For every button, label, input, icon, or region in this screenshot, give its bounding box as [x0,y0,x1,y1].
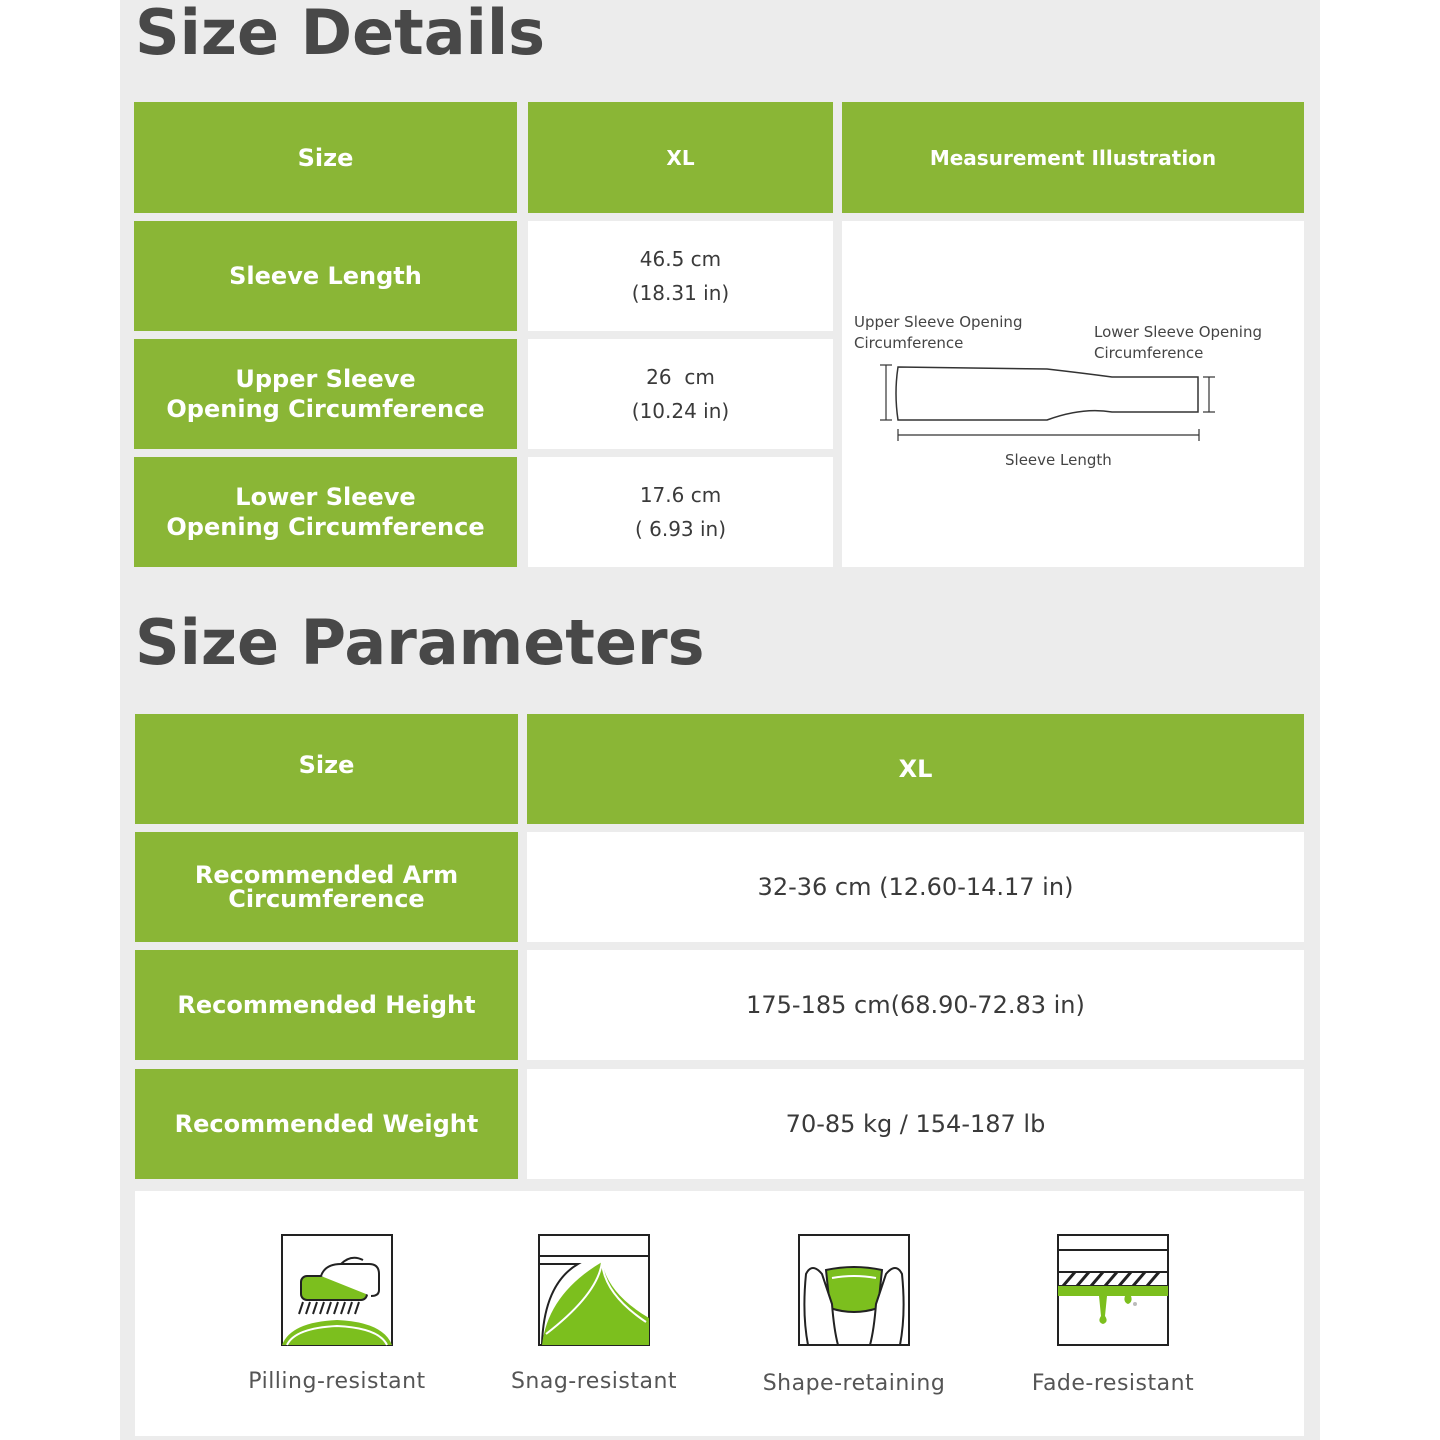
lower-caption-line1: Lower Sleeve Opening [1094,323,1262,341]
details-header-illustration-label: Measurement Illustration [929,145,1217,170]
shape-retaining-icon [798,1234,908,1344]
value-cm: 26 cm [646,365,715,389]
feature-fade-resistant [1013,1191,1213,1436]
sleeve-length-caption: Sleeve Length [1005,451,1112,469]
row-label-line2: Circumference [228,885,425,913]
feature-snag-resistant [494,1191,694,1436]
params-header-size [135,714,518,824]
value-in: (18.31 in) [631,281,730,305]
params-header-xl-label: XL [898,755,933,783]
details-header-illustration [842,102,1304,213]
row-label-line1: Recommended Height [177,991,476,1019]
measurement-illustration [842,221,1304,567]
row-label-line2: Opening Circumference [166,395,485,423]
feature-label: Shape-retaining [762,1371,946,1396]
row-label-line2: Opening Circumference [166,513,485,541]
feature-label: Pilling-resistant [248,1369,426,1394]
params-row-weight-label [135,1069,518,1179]
details-row-upper-opening-label [134,339,517,449]
lower-caption-line2: Circumference [1094,344,1204,362]
value-in: (10.24 in) [631,399,730,423]
row-label-line1: Sleeve Length [229,262,422,290]
params-row-arm-value [527,832,1304,942]
details-header-size-label: Size [297,143,354,172]
row-label-line1: Recommended Weight [174,1110,479,1138]
params-header-xl [527,714,1304,824]
details-row-upper-opening-value [528,339,833,449]
details-row-sleeve-length-value [528,221,833,331]
feature-label: Snag-resistant [510,1369,678,1394]
features-panel [135,1191,1304,1436]
row-label-line1: Recommended Arm [194,861,459,889]
value-cm: 17.6 cm [639,483,722,507]
height-value: 175-185 cm(68.90-72.83 in) [746,991,1085,1019]
details-header-xl-label: XL [666,145,695,170]
params-row-height-label [135,950,518,1060]
value-cm: 46.5 cm [639,247,722,271]
params-row-weight-value [527,1069,1304,1179]
params-header-size-label: Size [298,751,355,779]
details-row-lower-opening-value [528,457,833,567]
details-row-sleeve-length-label [134,221,517,331]
sleeve-diagram-icon [842,221,1304,567]
snag-resistant-icon [538,1234,648,1344]
row-label-line1: Lower Sleeve [235,483,416,511]
weight-value: 70-85 kg / 154-187 lb [785,1110,1046,1138]
row-label-line1: Upper Sleeve [235,365,416,393]
fade-resistant-icon [1057,1234,1167,1344]
arm-circumference-value: 32-36 cm (12.60-14.17 in) [757,873,1074,901]
size-parameters-title: Size Parameters [135,606,705,679]
feature-shape-retaining [754,1191,954,1436]
feature-pilling-resistant [237,1191,437,1436]
upper-caption-line2: Circumference [854,334,964,352]
size-details-title: Size Details [135,0,546,69]
params-row-arm-label [135,832,518,942]
details-header-xl [528,102,833,213]
value-in: ( 6.93 in) [634,517,727,541]
feature-label: Fade-resistant [1031,1371,1195,1396]
details-header-size [134,102,517,213]
details-row-lower-opening-label [134,457,517,567]
upper-caption-line1: Upper Sleeve Opening [854,313,1023,331]
pilling-resistant-icon [281,1234,391,1344]
params-row-height-value [527,950,1304,1060]
